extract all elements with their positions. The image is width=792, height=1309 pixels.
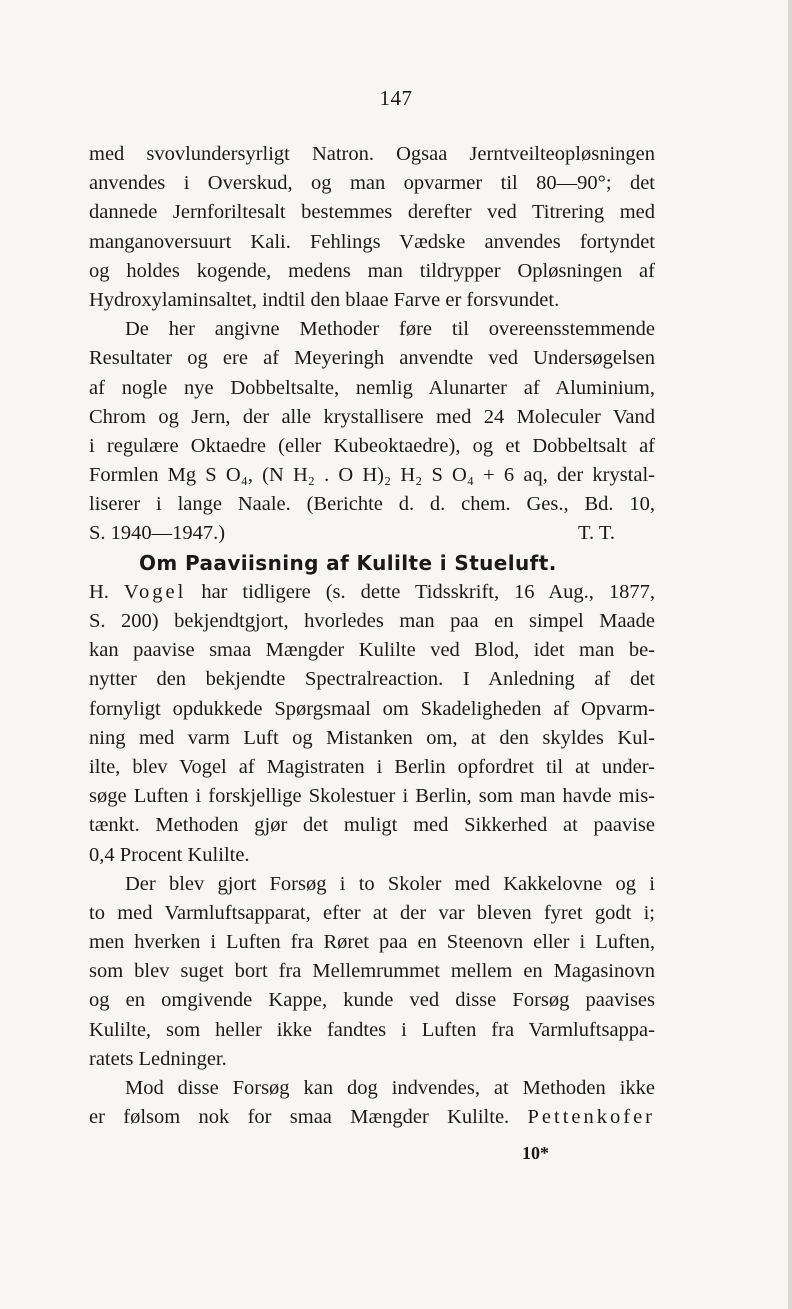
page-edge [788, 0, 792, 1309]
text-line: Resultater og ere af Meyeringh anvendte ved Undersøgelsen [89, 347, 655, 370]
text-line: Chrom og Jern, der alle krystallisere med 24 Moleculer Vand [89, 405, 655, 428]
text-line: Der blev gjort Forsøg i to Skoler med Kakkelovne og i [125, 872, 655, 895]
text-line: og holdes kogende, medens man tildrypper Opløsningen af [89, 259, 655, 282]
author-name: Pettenkofer [527, 1106, 655, 1129]
author-initials: T. T. [577, 522, 615, 545]
text-line: S. 200) bekjendtgjort, hvorledes man paa en simpel Maade [89, 610, 655, 632]
text-line: liserer i lange Naale. (Berichte d. d. chem. Ges., Bd. 10, [89, 493, 655, 516]
section-heading: Om Paaviisning af Kulilte i Stueluft. [139, 550, 557, 575]
text-line [89, 519, 655, 548]
page-number: 147 [379, 86, 413, 110]
text-line: ratets Ledninger. [89, 1047, 227, 1070]
text-line: Kulilte, som heller ikke fandtes i Luften fra Varmluftsappa- [89, 1018, 655, 1041]
text-fragment: H. [89, 580, 109, 603]
text-fragment: er følsom nok for smaa Mængder Kulilte. [89, 1106, 510, 1129]
text-line: som blev suget bort fra Mellemrummet mellem en Magasinovn [89, 960, 655, 983]
citation-end: S. 1940—1947.) [89, 522, 226, 545]
paragraph-3 [89, 578, 655, 870]
text-fragment: har tidligere (s. dette Tidsskrift, 16 Aug., 1877, [201, 580, 655, 603]
text-line: ning med varm Luft og Mistanken om, at den skyldes Kul- [89, 726, 655, 749]
paragraph-2 [89, 315, 655, 549]
text-line: men hverken i Luften fra Røret paa en Steenovn eller i Luften, [89, 931, 655, 954]
paragraph-4 [89, 870, 655, 1074]
text-line: Mod disse Forsøg kan dog indvendes, at Methoden ikke [125, 1077, 655, 1099]
text-line: ilte, blev Vogel af Magistraten i Berlin opfordret til at under- [89, 755, 655, 778]
text-line: 0,4 Procent Kulilte. [89, 843, 250, 866]
text-line: i regulære Oktaedre (eller Kubeoktaedre), og et Dobbeltsalt af [89, 434, 655, 457]
paragraph-1 [89, 140, 655, 315]
text-line: nytter den bekjendte Spectralreaction. I Anledning af det [89, 668, 655, 691]
text-line: med svovlundersyrligt Natron. Ogsaa Jerntveilteopløsningen [89, 143, 655, 165]
text-line: af nogle nye Dobbeltsalte, nemlig Alunarter af Aluminium, [89, 376, 655, 399]
text-line: søge Luften i forskjellige Skolestuer i Berlin, som man havde mis- [89, 785, 655, 808]
text-line: kan paavise smaa Mængder Kulilte ved Blod, idet man be- [89, 639, 655, 662]
text-line: tænkt. Methoden gjør det muligt med Sikkerhed at paavise [89, 814, 655, 837]
paragraph-5 [89, 1074, 655, 1132]
text-line [89, 578, 655, 607]
author-name: Vogel [123, 580, 187, 603]
text-line: Hydroxylaminsaltet, indtil den blaae Farve er forsvundet. [89, 288, 560, 311]
text-line: dannede Jernforiltesalt bestemmes derefter ved Titrering med [89, 201, 655, 224]
text-line: manganoversuurt Kali. Fehlings Vædske anvendes fortyndet [89, 230, 655, 253]
text-line: De her angivne Methoder føre til overeensstemmende [125, 318, 655, 341]
body-text [89, 140, 655, 1132]
text-line: anvendes i Overskud, og man opvarmer til 80—90°; det [89, 172, 655, 195]
text-line: og en omgivende Kappe, kunde ved disse Forsøg paavises [89, 989, 655, 1012]
text-line: fornyligt opdukkede Spørgsmaal om Skadeligheden af Opvarm- [89, 697, 655, 720]
text-line: Formlen Mg S O₄, (N H₂ . O H)₂ H₂ S O₄ + 6 aq, der krystal- [89, 464, 655, 487]
text-line: to med Varmluftsapparat, efter at der var bleven fyret godt i; [89, 901, 655, 924]
signature-mark: 10* [522, 1143, 549, 1163]
text-line [89, 1103, 655, 1132]
